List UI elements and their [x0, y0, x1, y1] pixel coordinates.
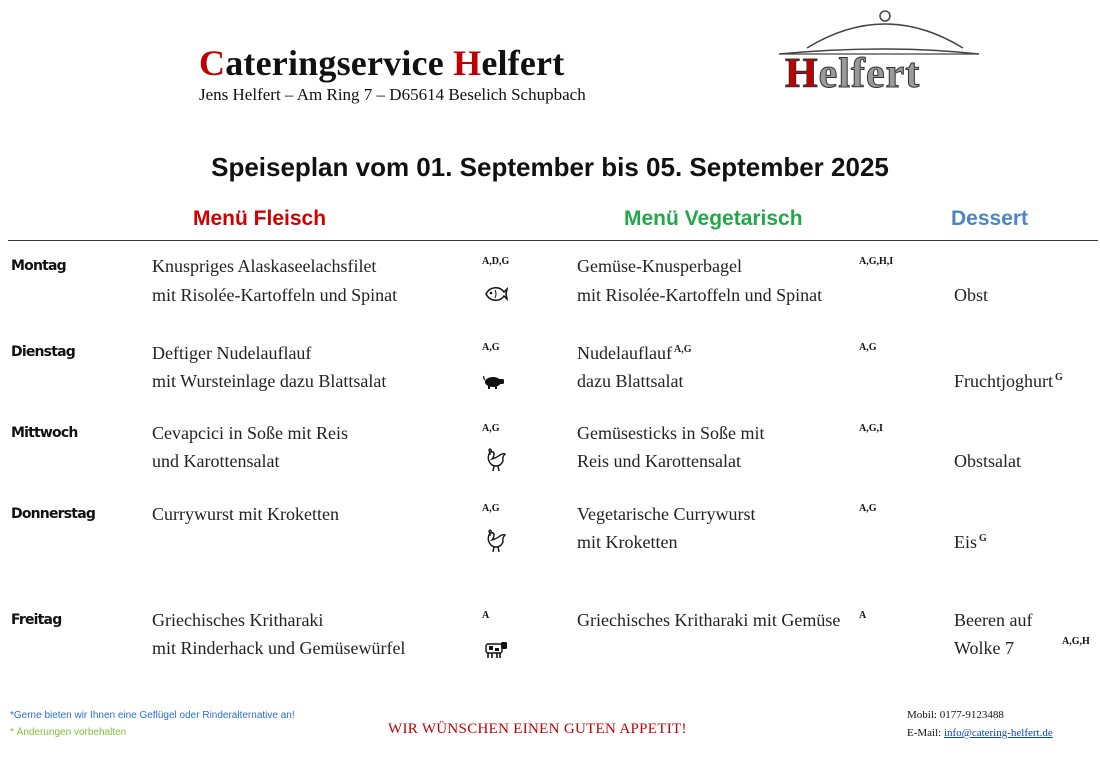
veg-dish-line1: Griechisches Kritharaki mit Gemüse: [577, 610, 841, 630]
meat-allergens: A,G: [482, 423, 500, 434]
logo-initial: H: [785, 51, 819, 97]
day-label: Mittwoch: [11, 425, 78, 441]
veg-allergens: A,G: [859, 503, 877, 514]
email-link[interactable]: info@catering-helfert.de: [943, 727, 1053, 739]
veg-dish-line2: dazu Blattsalat: [577, 371, 684, 391]
appetit-message: WIR WÜNSCHEN EINEN GUTEN APPETIT!: [388, 721, 687, 737]
day-label: Montag: [11, 258, 66, 274]
dessert-text: Eis: [954, 532, 978, 552]
meat-allergens: A,G: [482, 342, 500, 353]
meat-dish-line1: Deftiger Nudelauflauf: [152, 343, 312, 363]
changes-note: * Änderungen vorbehalten: [10, 727, 127, 738]
brand-initial-h: H: [453, 43, 482, 83]
veg-dish-text: Nudelauflauf: [577, 343, 672, 363]
meat-dish-line1: Cevapcici in Soße mit Reis: [152, 423, 348, 443]
company-name: [199, 42, 564, 84]
meat-allergens: A,D,G: [482, 256, 510, 267]
column-header-dessert: Dessert: [951, 207, 1029, 230]
meat-dish-line2: und Karottensalat: [152, 451, 280, 471]
brand-initial-c: C: [199, 43, 226, 83]
email-label: E-Mail:: [907, 727, 944, 739]
day-label: Freitag: [11, 612, 62, 628]
day-label: Donnerstag: [11, 506, 96, 522]
meat-allergens: A,G: [482, 503, 500, 514]
veg-dish-line1: Vegetarische Currywurst: [577, 504, 756, 524]
veg-allergens: A,G,I: [859, 423, 883, 434]
meat-dish-line2: mit Risolée-Kartoffeln und Spinat: [152, 285, 398, 305]
pig-icon: [482, 371, 506, 393]
dessert-allergens: A,G,H: [1062, 636, 1090, 647]
brand-text-2: elfert: [481, 43, 565, 83]
chicken-icon: [484, 448, 508, 470]
email-contact: [907, 727, 1053, 739]
veg-allergens: A,G: [859, 342, 877, 353]
dessert-line1: Beeren auf: [954, 610, 1033, 630]
company-address: Jens Helfert – Am Ring 7 – D65614 Beselich Schupbach: [199, 85, 586, 104]
veg-allergens: A: [859, 610, 867, 621]
header-divider: [8, 240, 1098, 241]
alternative-note: *Gerne bieten wir Ihnen eine Geflügel oder Rinderalternative an!: [10, 710, 295, 721]
meat-dish-line1: Knuspriges Alaskaseelachsfilet: [152, 256, 377, 276]
dessert: [954, 371, 1063, 392]
dessert: Wolke 7: [954, 638, 1015, 658]
dessert-allergens: G: [1055, 372, 1063, 383]
meat-allergens: A: [482, 610, 490, 621]
dessert-text: Fruchtjoghurt: [954, 371, 1053, 391]
meat-dish-line1: Currywurst mit Kroketten: [152, 504, 339, 524]
logo-rest: elfert: [818, 51, 921, 97]
meat-dish-line2: mit Rinderhack und Gemüsewürfel: [152, 638, 406, 658]
day-label: Dienstag: [11, 344, 75, 360]
page-title: Speiseplan vom 01. September bis 05. September 2025: [211, 152, 889, 182]
veg-dish-line1: Gemüse-Knusperbagel: [577, 256, 742, 276]
fish-icon: [484, 283, 508, 305]
mobile-number: Mobil: 0177-9123488: [907, 709, 1004, 721]
dessert-allergens: G: [979, 533, 987, 544]
column-header-vegetarian: Menü Vegetarisch: [624, 207, 803, 230]
veg-dish-line2: mit Kroketten: [577, 532, 678, 552]
meat-dish-line1: Griechisches Kritharaki: [152, 610, 324, 630]
logo-wordmark: [785, 50, 920, 98]
meat-dish-line2: mit Wursteinlage dazu Blattsalat: [152, 371, 387, 391]
veg-allergens: A,G,H,I: [859, 256, 894, 267]
veg-dish-sup-allergens: A,G: [673, 344, 692, 355]
chicken-icon: [484, 529, 508, 551]
veg-dish-line1: Gemüsesticks in Soße mit: [577, 423, 765, 443]
veg-dish-line1: [577, 343, 691, 364]
dessert: Obstsalat: [954, 451, 1021, 471]
veg-dish-line2: mit Risolée-Kartoffeln und Spinat: [577, 285, 823, 305]
brand-text-1: ateringservice: [225, 43, 454, 83]
column-header-meat: Menü Fleisch: [193, 207, 327, 230]
dessert: [954, 532, 987, 553]
dessert: Obst: [954, 285, 989, 305]
veg-dish-line2: Reis und Karottensalat: [577, 451, 741, 471]
cow-icon: [483, 638, 507, 660]
